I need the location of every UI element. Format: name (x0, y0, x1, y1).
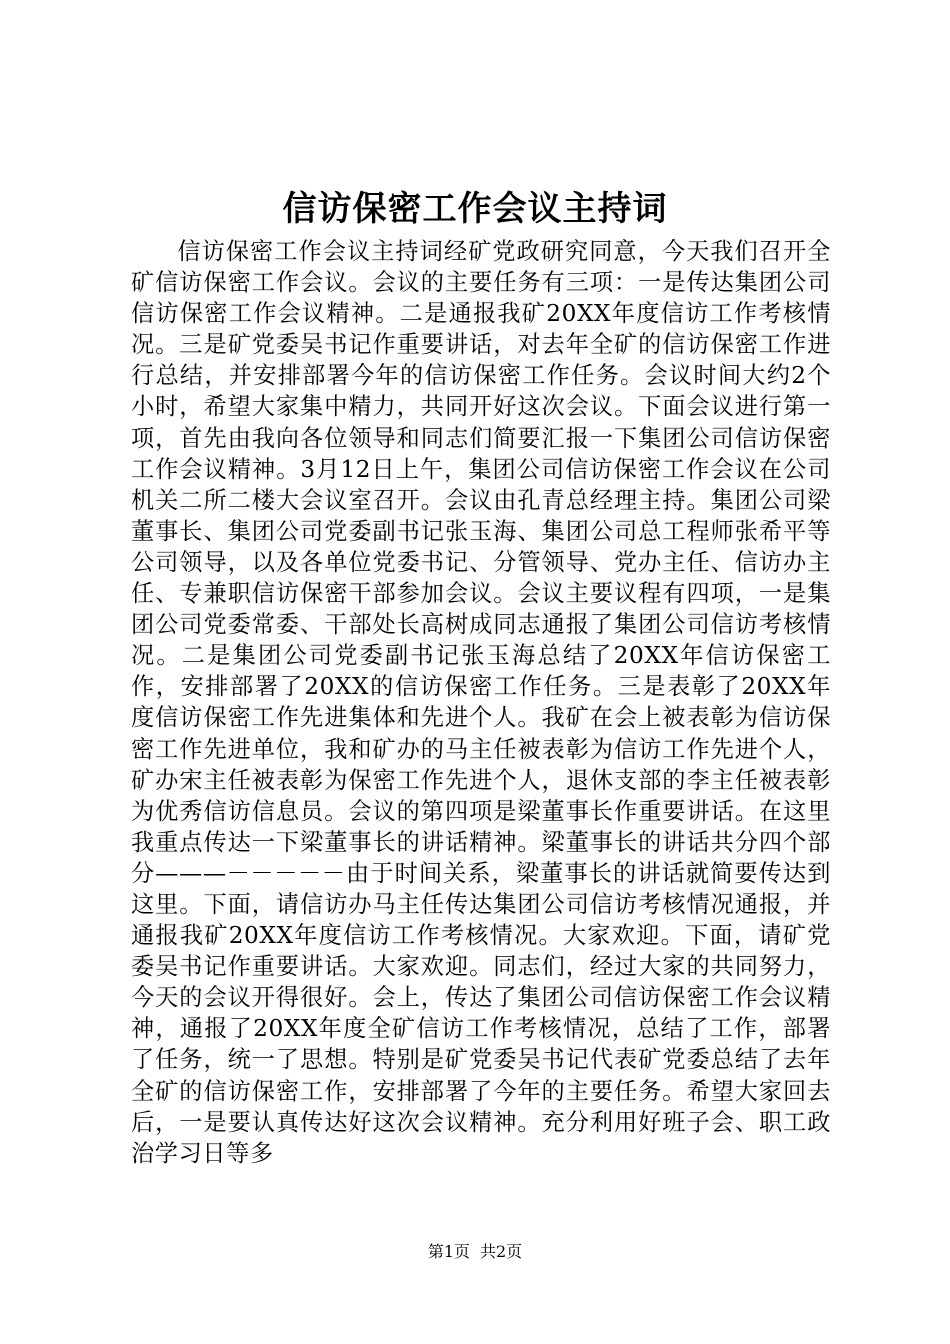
page-total: 共2页 (480, 1242, 523, 1261)
document-title: 信访保密工作会议主持词 (282, 189, 668, 229)
page-number: 第1页 (427, 1242, 470, 1261)
page-footer (0, 1241, 950, 1263)
document-body: 信访保密工作会议主持词经矿党政研究同意，今天我们召开全矿信访保密工作会议。会议的主要任务有三项：一是传达集团公司信访保密工作会议精神。二是通报我矿20XX年度信访工作考核情况。三是矿党委吴书记作重要讲话，对去年全矿的信访保密工作进行总结，并安排部署今年的信访保密工作任务。会议时间大约2个小时，希望大家集中精力，共同开好这次会议。下面会议进行第一项，首先由我向各位领导和同志们简要汇报一下集团公司信访保密工作会议精神。3月12日上午，集团公司信访保密工作会议在公司机关二所二楼大会议室召开。会议由孔青总经理主持。集团公司梁董事长、集团公司党委副书记张玉海、集团公司总工程师张希平等公司领导，以及各单位党委书记、分管领导、党办主任、信访办主任、专兼职信访保密干部参加会议。会议主要议程有四项，一是集团公司党委常委、干部处长高树成同志通报了集团公司信访考核情况。二是集团公司党委副书记张玉海总结了20XX年信访保密工作，安排部署了20XX的信访保密工作任务。三是表彰了20XX年度信访保密工作先进集体和先进个人。我矿在会上被表彰为信访保密工作先进单位，我和矿办的马主任被表彰为信访工作先进个人，矿办宋主任被表彰为保密工作先进个人，退休支部的李主任被表彰为优秀信访信息员。会议的第四项是梁董事长作重要讲话。在这里我重点传达一下梁董事长的讲话精神。梁董事长的讲话共分四个部分———－－－－－由于时间关系，梁董事长的讲话就简要传达到这里。下面，请信访办马主任传达集团公司信访考核情况通报，并通报我矿20XX年度信访工作考核情况。大家欢迎。下面，请矿党委吴书记作重要讲话。大家欢迎。同志们，经过大家的共同努力，今天的会议开得很好。会上，传达了集团公司信访保密工作会议精神，通报了20XX年度全矿信访工作考核情况，总结了工作，部署了任务，统一了思想。特别是矿党委吴书记代表矿党委总结了去年全矿的信访保密工作，安排部署了今年的主要任务。希望大家回去后，一是要认真传达好这次会议精神。充分利用好班子会、职工政治学习日等多 (131, 238, 831, 1167)
